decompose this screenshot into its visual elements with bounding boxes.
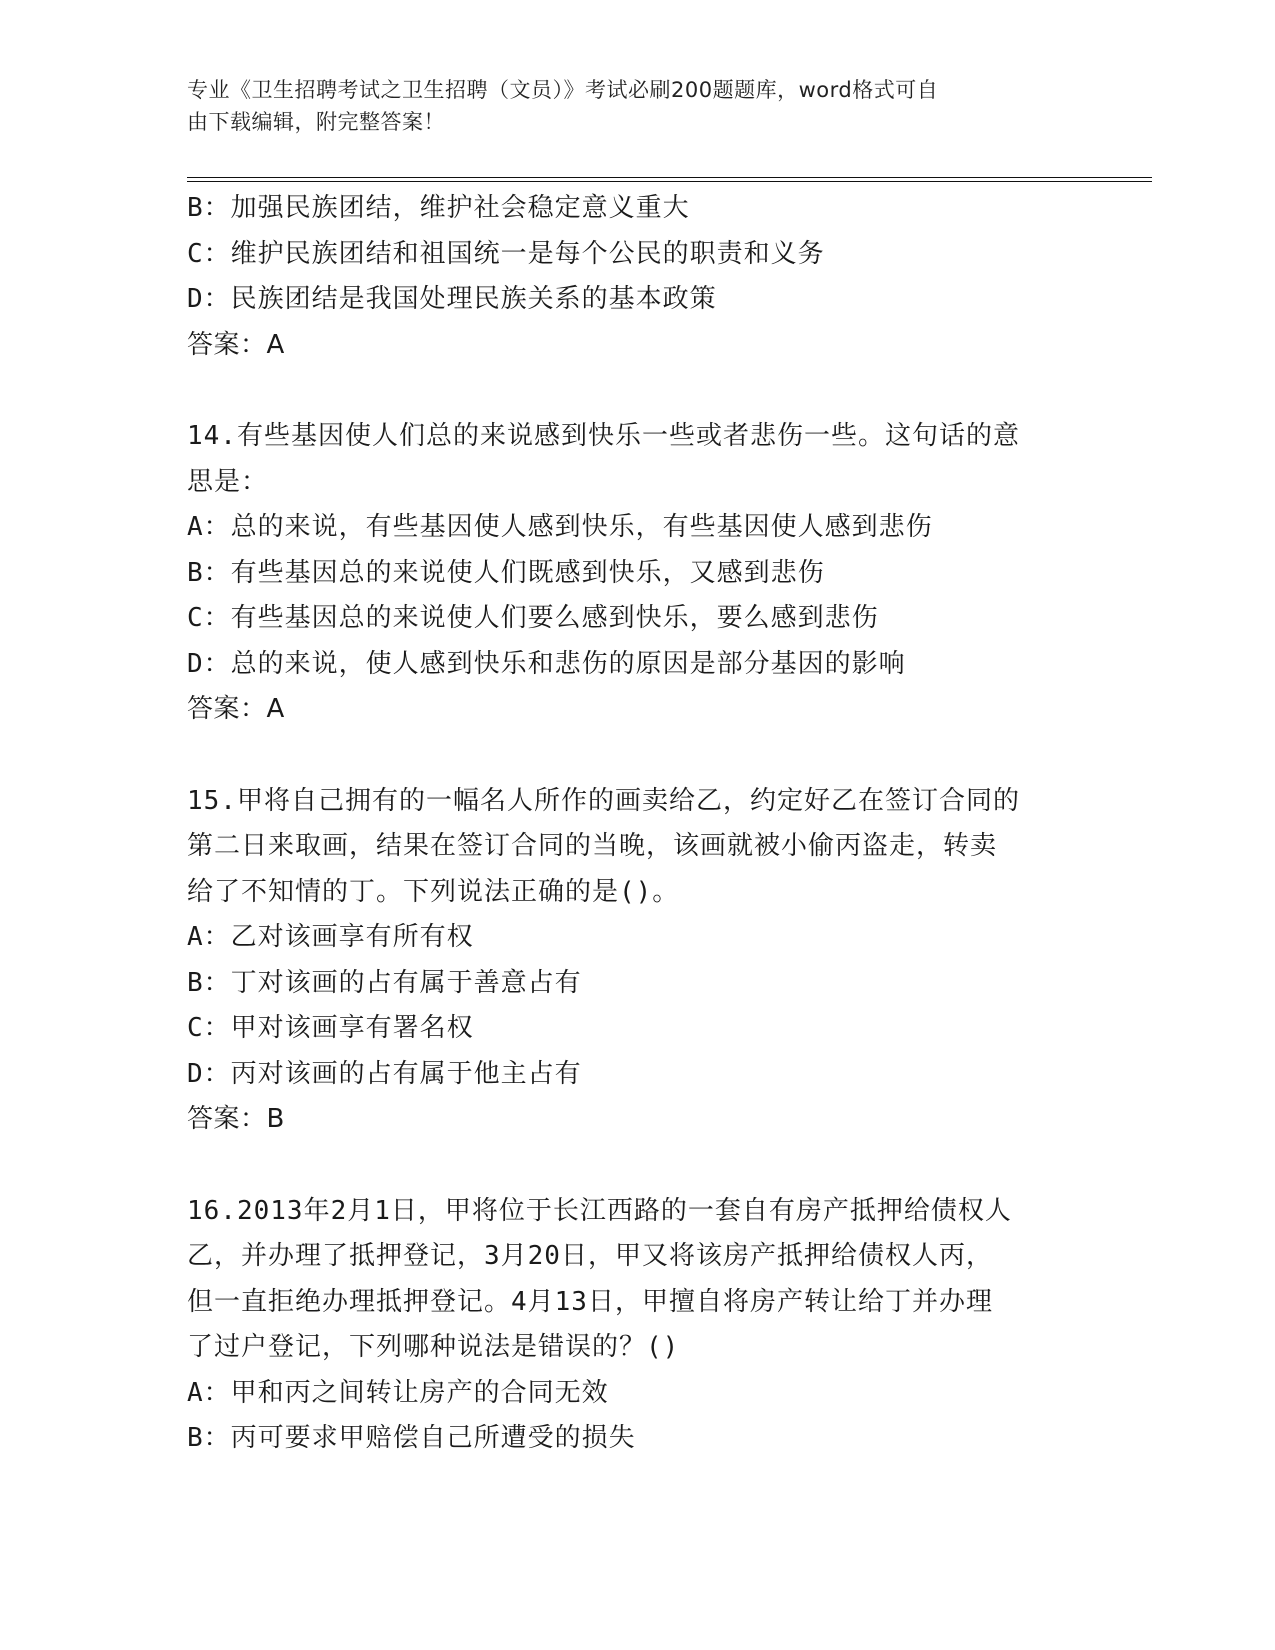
spacer [187,733,1087,779]
option-a: A：甲和丙之间转让房产的合同无效 [187,1377,609,1408]
question-stem: 第二日来取画，结果在签订合同的当晚，该画就被小偷丙盗走，转卖 [187,831,998,861]
header-line-1: 专业《卫生招聘考试之卫生招聘（文员）》考试必刷200题题库，word格式可自 [187,78,939,102]
option-a: A：乙对该画享有所有权 [187,922,474,952]
option-c: C：甲对该画享有署名权 [187,1013,474,1043]
answer: 答案：A [187,694,285,724]
question-stem: 乙，并办理了抵押登记，3月20日，甲又将该房产抵押给债权人丙， [187,1241,993,1271]
question-stem: 给了不知情的丁。下列说法正确的是()。 [187,876,680,907]
spacer [187,368,1087,414]
answer: 答案：A [187,329,285,360]
question-stem: 了过户登记，下列哪种说法是错误的？() [187,1332,680,1362]
question-stem: 14.有些基因使人们总的来说感到快乐一些或者悲伤一些。这句话的意 [187,421,1020,451]
question-14 [187,414,1087,733]
option-d: D：民族团结是我国处理民族关系的基本政策 [187,284,717,314]
option-a: A：总的来说，有些基因使人感到快乐，有些基因使人感到悲伤 [187,512,933,542]
question-13 [187,186,1087,368]
question-list [187,186,1087,1462]
option-b: B：有些基因总的来说使人们既感到快乐，又感到悲伤 [187,557,825,588]
option-d: D：丙对该画的占有属于他主占有 [187,1058,582,1089]
option-b: B：丁对该画的占有属于善意占有 [187,967,582,998]
question-stem: 16.2013年2月1日，甲将位于长江西路的一套自有房产抵押给债权人 [187,1195,1012,1226]
option-b: B：加强民族团结，维护社会稳定意义重大 [187,193,690,223]
question-16 [187,1189,1087,1462]
question-stem: 但一直拒绝办理抵押登记。4月13日，甲擅自将房产转让给丁并办理 [187,1286,993,1317]
answer: 答案：B [187,1104,285,1134]
spacer [187,1143,1087,1189]
header-divider [187,177,1152,182]
option-c: C：维护民族团结和祖国统一是每个公民的职责和义务 [187,238,825,269]
question-stem: 思是： [187,466,269,497]
question-15 [187,779,1087,1143]
option-c: C：有些基因总的来说使人们要么感到快乐，要么感到悲伤 [187,603,879,633]
question-stem: 15.甲将自己拥有的一幅名人所作的画卖给乙，约定好乙在签订合同的 [187,785,1020,816]
option-b: B：丙可要求甲赔偿自己所遭受的损失 [187,1423,636,1453]
document-header [187,74,1067,138]
header-line-2: 由下载编辑，附完整答案！ [187,110,445,134]
option-d: D：总的来说，使人感到快乐和悲伤的原因是部分基因的影响 [187,648,906,679]
